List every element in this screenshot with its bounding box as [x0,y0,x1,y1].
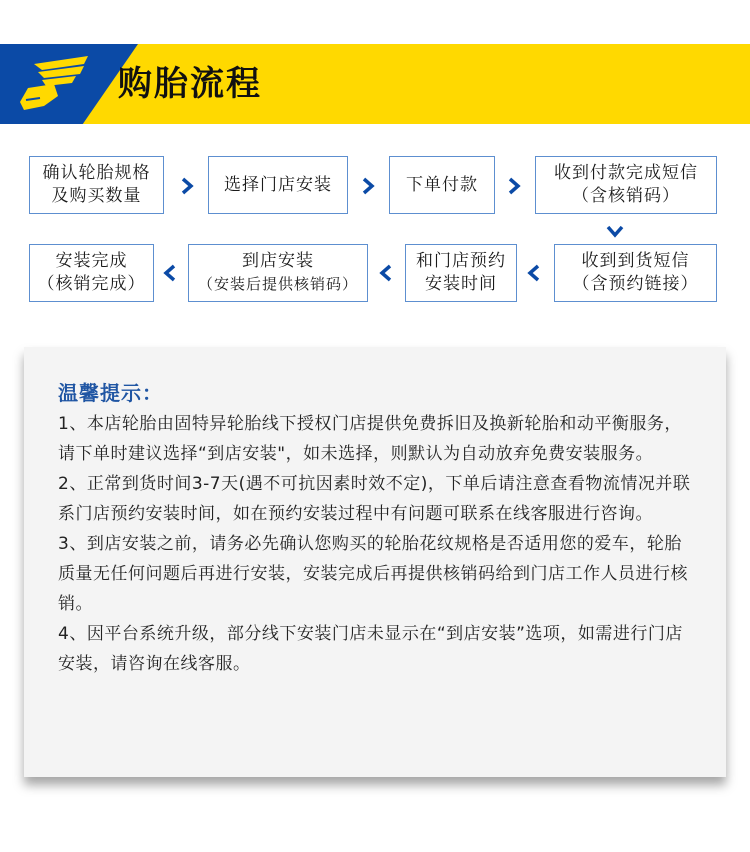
chevron-left-icon [524,263,544,283]
chevron-down-icon [605,221,625,241]
notice-title: 温馨提示： [58,381,163,405]
flow-step-line: 确认轮胎规格 [42,163,151,183]
page-title: 购胎流程 [118,64,262,104]
chevron-left-icon [160,263,180,283]
flow-step-line: 安装完成 [55,251,128,271]
flow-step-line: 收到到货短信 [581,251,690,271]
flow-step-line: （核销完成） [37,274,146,294]
flow-step-book-store [405,244,517,302]
notice-panel [24,347,726,777]
flow-step-install-at-store [188,244,368,302]
winged-foot-logo-icon [14,50,94,118]
flow-step-confirm-spec [29,156,164,214]
flow-step-line: （含预约链接） [572,274,699,294]
header-banner [0,44,750,124]
flow-step-line: 选择门店安装 [224,174,332,195]
flow-step-arrival-sms [554,244,717,302]
flow-step-line: 到店安装 [242,251,314,271]
chevron-right-icon [358,176,378,196]
flow-step-payment-sms [535,156,717,214]
flow-step-place-order [389,156,495,214]
notice-item: 2、正常到货时间3-7天(遇不可抗因素时效不定)，下单后请注意查看物流情况并联系门店预约安装时间，如在预约安装过程中有问题可联系在线客服进行咨询。 [58,474,691,524]
notice-item: 3、到店安装之前，请务必先确认您购买的轮胎花纹规格是否适用您的爱车，轮胎质量无任何问题后再进行安装，安装完成后再提供核销码给到门店工作人员进行核销。 [58,534,688,614]
flow-step-install-done [29,244,154,302]
flow-step-line: 及购买数量 [51,186,142,206]
flow-step-line: （安装后提供核销码） [197,275,358,293]
chevron-right-icon [504,176,524,196]
flow-step-line: （含核销码） [572,186,680,206]
flow-step-line: 收到付款完成短信 [554,163,698,183]
flow-step-line: 和门店预约 [416,251,506,271]
flow-step-line: 安装时间 [425,274,497,294]
flow-step-select-store [208,156,348,214]
flow-step-line: 下单付款 [406,174,478,195]
chevron-right-icon [177,176,197,196]
notice-item: 1、本店轮胎由固特异轮胎线下授权门店提供免费拆旧及换新轮胎和动平衡服务，请下单时建议选择“到店安装"，如未选择，则默认为自动放弃免费安装服务。 [58,414,682,464]
notice-item: 4、因平台系统升级，部分线下安装门店未显示在“到店安装”选项，如需进行门店安装，请咨询在线客服。 [58,624,683,674]
chevron-left-icon [376,263,396,283]
notice-body [58,409,698,679]
